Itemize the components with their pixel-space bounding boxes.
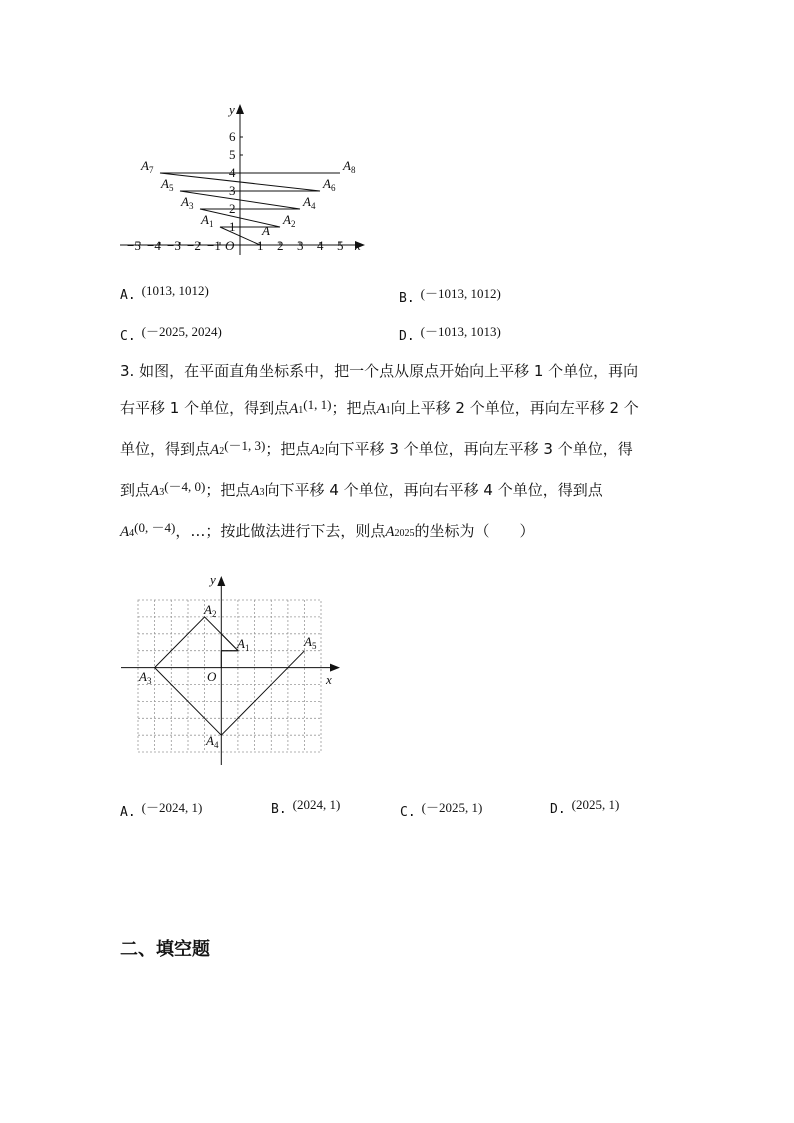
svg-text:y: y: [229, 102, 235, 117]
figure-2-grid-graph: [118, 570, 348, 770]
subscript: 1: [298, 405, 304, 416]
q3-option-c[interactable]: [400, 801, 482, 820]
subscript: 2025: [394, 528, 415, 539]
svg-text:3: 3: [229, 183, 236, 198]
option-label: A.: [120, 805, 136, 820]
q2-option-d[interactable]: [399, 325, 501, 344]
option-value: (1013, 1012): [141, 283, 209, 298]
option-value: (－2025, 2024): [141, 324, 222, 339]
svg-text:2: 2: [229, 201, 236, 216]
svg-text:A: A: [262, 223, 270, 238]
svg-text:A2: $A_2$: [204, 602, 217, 619]
section-heading: 二、填空题: [120, 939, 210, 960]
q3-line-3: [120, 438, 633, 459]
svg-text:5: 5: [337, 238, 344, 253]
point-name: A: [250, 483, 260, 499]
text: 右平移 1 个单位，得到点: [120, 399, 290, 417]
svg-text:3: 3: [297, 238, 304, 253]
option-label: B.: [271, 802, 287, 817]
svg-text:x: x: [355, 238, 361, 253]
svg-text:O: O: [207, 669, 217, 684]
svg-text:6: 6: [229, 129, 236, 144]
option-value: (－1013, 1012): [420, 286, 501, 301]
subscript: 2: [219, 446, 225, 457]
svg-text:−3: −3: [167, 238, 181, 253]
subscript: 3: [259, 487, 265, 498]
svg-text:A8: $A_8$: [343, 158, 356, 175]
q3-option-a[interactable]: [120, 801, 202, 820]
q2-option-a[interactable]: [120, 283, 209, 303]
svg-text:4: 4: [229, 165, 236, 180]
svg-text:A2: $A_2$: [283, 212, 296, 229]
svg-text:A1: $A_1$: [237, 636, 250, 653]
option-label: C.: [120, 329, 136, 344]
subscript: 3: [159, 487, 165, 498]
option-value: (－2025, 1): [421, 800, 483, 815]
text: 单位，得到点: [120, 440, 211, 458]
svg-text:−2: −2: [187, 238, 201, 253]
coordinate: (－1, 3): [224, 438, 266, 453]
q3-line-4: [120, 479, 603, 500]
svg-text:A7: $A_7$: [141, 158, 154, 175]
point-name: A: [150, 483, 160, 499]
text: 向下平移 3 个单位，再向左平移 3 个单位，得: [324, 440, 633, 458]
svg-text:O: O: [225, 238, 235, 253]
svg-text:A1: $A_1$: [201, 212, 214, 229]
svg-text:A3: $A_3$: [181, 194, 194, 211]
svg-text:−1: −1: [207, 238, 221, 253]
option-value: (－1013, 1013): [420, 324, 501, 339]
text: ，…；按此做法进行下去，则点: [175, 522, 386, 540]
svg-text:1: 1: [229, 219, 236, 234]
svg-text:x: x: [326, 672, 332, 687]
text: 的坐标为（ ）: [414, 522, 535, 540]
svg-text:y: y: [210, 572, 216, 587]
point-name: A: [385, 524, 395, 540]
point-name: A: [210, 442, 220, 458]
option-label: A.: [120, 288, 136, 303]
point-name: A: [310, 442, 320, 458]
q2-option-b[interactable]: [399, 287, 501, 306]
coordinate: (0, －4): [134, 520, 176, 535]
q3-option-d[interactable]: [550, 797, 620, 817]
q2-option-c[interactable]: [120, 325, 222, 344]
svg-text:5: 5: [229, 147, 236, 162]
text: ；把点: [205, 481, 251, 499]
coordinate: (1, 1): [303, 397, 332, 412]
text: 向下平移 4 个单位，再向右平移 4 个单位，得到点: [264, 481, 603, 499]
option-label: D.: [399, 329, 415, 344]
subscript: 1: [385, 405, 391, 416]
svg-text:A4: $A_4$: [206, 733, 219, 750]
option-value: (2024, 1): [292, 797, 341, 812]
option-value: (2025, 1): [571, 797, 620, 812]
option-label: B.: [399, 291, 415, 306]
point-name: A: [289, 401, 299, 417]
q3-option-b[interactable]: [271, 797, 341, 817]
svg-text:A6: $A_6$: [323, 176, 336, 193]
q3-line-5: [120, 520, 535, 541]
figure-1-zigzag-graph: [115, 100, 375, 260]
subscript: 2: [319, 446, 325, 457]
option-label: C.: [400, 805, 416, 820]
text: 到点: [120, 481, 151, 499]
option-label: D.: [550, 802, 566, 817]
svg-text:A5: $A_5$: [304, 634, 317, 651]
svg-text:−4: −4: [147, 238, 161, 253]
text: ；把点: [331, 399, 377, 417]
text: ；把点: [265, 440, 311, 458]
svg-text:4: 4: [317, 238, 324, 253]
svg-text:1: 1: [257, 238, 264, 253]
point-name: A: [376, 401, 386, 417]
q3-line-2: [120, 397, 639, 418]
svg-text:−5: −5: [127, 238, 141, 253]
option-value: (－2024, 1): [141, 800, 203, 815]
svg-text:2: 2: [277, 238, 284, 253]
q3-line-1: 3. 如图，在平面直角坐标系中，把一个点从原点开始向上平移 1 个单位，再向: [120, 362, 639, 380]
svg-text:A5: $A_5$: [161, 176, 174, 193]
subscript: 4: [129, 528, 135, 539]
point-name: A: [120, 524, 130, 540]
text: 向上平移 2 个单位，再向左平移 2 个: [390, 399, 639, 417]
coordinate: (－4, 0): [164, 479, 206, 494]
svg-text:A3: $A_3$: [139, 669, 152, 686]
svg-text:A4: $A_4$: [303, 194, 316, 211]
